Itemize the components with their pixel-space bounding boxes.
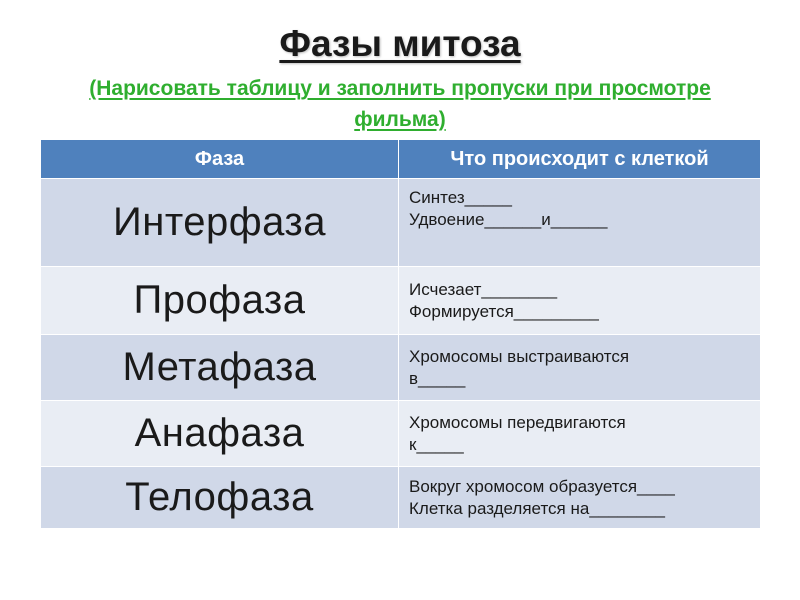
- phase-name-cell: Метафаза: [41, 335, 399, 401]
- phase-name-cell: Анафаза: [41, 401, 399, 467]
- description-line: к_____: [409, 434, 464, 454]
- slide-subtitle: (Нарисовать таблицу и заполнить пропуски при просмотре фильма): [89, 77, 711, 131]
- description-line: Хромосомы передвигаются: [409, 412, 626, 432]
- description-line: Исчезает________: [409, 279, 558, 299]
- table-row-metaphase: [41, 335, 761, 401]
- phase-description-cell: [399, 467, 761, 529]
- table-header-row: [41, 140, 761, 179]
- phase-description-cell: [399, 179, 761, 267]
- phase-name-cell: Телофаза: [41, 467, 399, 529]
- description-line: Клетка разделяется на________: [409, 498, 665, 518]
- slide-title: Фазы митоза: [279, 23, 521, 64]
- description-line: Синтез_____: [409, 188, 512, 207]
- description-line: в_____: [409, 368, 466, 388]
- mitosis-phases-table: [40, 139, 761, 529]
- table-row-telophase: [41, 467, 761, 529]
- phase-name-cell: Интерфаза: [41, 179, 399, 267]
- description-line: Вокруг хромосом образуется____: [409, 476, 675, 496]
- table-row-interphase: [41, 179, 761, 267]
- description-line: Удвоение______и______: [409, 210, 608, 229]
- description-line: Формируется_________: [409, 301, 599, 321]
- phase-description-cell: [399, 335, 761, 401]
- phase-description-cell: [399, 401, 761, 467]
- header-phase: Фаза: [41, 140, 399, 179]
- description-line: Хромосомы выстраиваются: [409, 346, 630, 366]
- table-row-anaphase: [41, 401, 761, 467]
- table-row-prophase: [41, 267, 761, 335]
- phase-description-cell: [399, 267, 761, 335]
- phase-name-cell: Профаза: [41, 267, 399, 335]
- header-what-happens: Что происходит с клеткой: [399, 140, 761, 179]
